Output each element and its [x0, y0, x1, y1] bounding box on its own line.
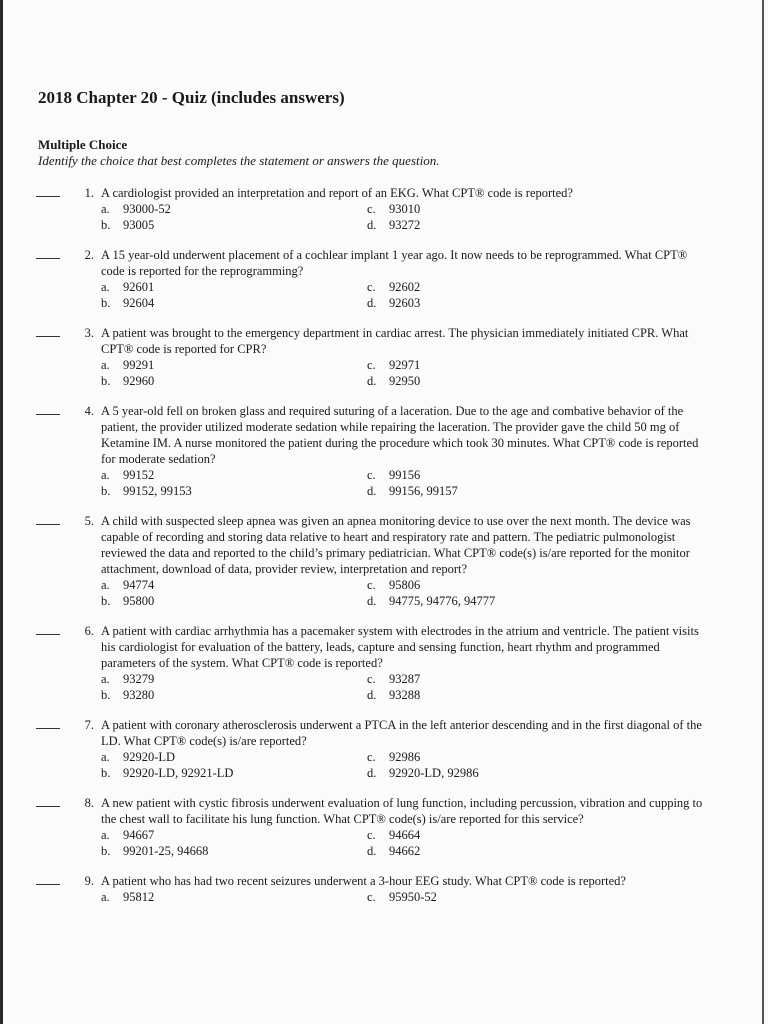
- choice-value: 93288: [389, 688, 421, 702]
- question-item: [0, 247, 768, 311]
- answer-choice: [367, 295, 561, 311]
- question-text: A cardiologist provided an interpretation and report of an EKG. What CPT® code is reported?: [101, 186, 573, 200]
- choice-value: 92986: [389, 750, 421, 764]
- answer-choices: [101, 279, 561, 311]
- choice-value: 94774: [123, 578, 155, 592]
- answer-blank: [36, 634, 60, 635]
- answer-choice: [101, 279, 367, 295]
- answer-choice: [101, 593, 367, 609]
- answer-choice: [367, 483, 561, 499]
- choice-value: 92603: [389, 296, 421, 310]
- choice-value: 99152, 99153: [123, 484, 192, 498]
- choice-value: 92960: [123, 374, 155, 388]
- answer-choice: [101, 889, 367, 905]
- choice-letter: c.: [367, 358, 376, 372]
- answer-blank: [36, 728, 60, 729]
- section-title: Multiple Choice: [38, 137, 128, 152]
- answer-blank: [36, 414, 60, 415]
- answer-choice: [367, 467, 561, 483]
- page-title: 2018 Chapter 20 - Quiz (includes answers): [38, 88, 345, 107]
- choice-value: 92920-LD, 92986: [389, 766, 479, 780]
- answer-choice: [367, 749, 561, 765]
- choice-letter: a.: [101, 578, 110, 592]
- choice-value: 93010: [389, 202, 421, 216]
- choice-value: 95800: [123, 594, 155, 608]
- answer-blank: [36, 336, 60, 337]
- answer-choices: [101, 749, 561, 781]
- choice-letter: c.: [367, 468, 376, 482]
- question-item: [0, 623, 768, 703]
- choice-value: 94667: [123, 828, 155, 842]
- question-number: 9.: [84, 874, 94, 888]
- question-number: 8.: [84, 796, 94, 810]
- choice-value: 94775, 94776, 94777: [389, 594, 496, 608]
- choice-letter: b.: [101, 374, 111, 388]
- question-number: 5.: [84, 514, 94, 528]
- question-text: A patient who has had two recent seizures underwent a 3-hour EEG study. What CPT® code is reported?: [101, 874, 626, 888]
- choice-letter: d.: [367, 296, 377, 310]
- choice-letter: a.: [101, 672, 110, 686]
- answer-choice: [101, 295, 367, 311]
- question-text: A patient with coronary atherosclerosis underwent a PTCA in the left anterior descending and in the first diagonal of the LD. What CPT® code(s) is/are reported?: [101, 718, 702, 748]
- answer-blank: [36, 524, 60, 525]
- question-list: [0, 185, 768, 919]
- choice-letter: c.: [367, 750, 376, 764]
- choice-value: 95812: [123, 890, 155, 904]
- answer-choice: [101, 467, 367, 483]
- answer-choices: [101, 357, 561, 389]
- answer-choices: [101, 577, 561, 609]
- choice-letter: b.: [101, 484, 111, 498]
- question-item: [0, 513, 768, 609]
- choice-letter: b.: [101, 688, 111, 702]
- answer-choice: [367, 217, 561, 233]
- choice-letter: d.: [367, 688, 377, 702]
- choice-value: 92971: [389, 358, 421, 372]
- answer-choices: [101, 201, 561, 233]
- choice-letter: a.: [101, 890, 110, 904]
- choice-value: 93000-52: [123, 202, 171, 216]
- choice-value: 92920-LD: [123, 750, 176, 764]
- choice-value: 95950-52: [389, 890, 437, 904]
- choice-letter: a.: [101, 828, 110, 842]
- choice-letter: b.: [101, 594, 111, 608]
- answer-choice: [367, 201, 561, 217]
- answer-choice: [367, 373, 561, 389]
- choice-letter: b.: [101, 766, 111, 780]
- question-text: A patient was brought to the emergency department in cardiac arrest. The physician immediately initiated CPR. What CPT® code is reported for CPR?: [101, 326, 689, 356]
- question-item: [0, 873, 768, 905]
- answer-choice: [101, 827, 367, 843]
- answer-choice: [367, 671, 561, 687]
- choice-value: 93287: [389, 672, 421, 686]
- question-text: A child with suspected sleep apnea was given an apnea monitoring device to use over the next month. The device was capable of recording and storing data relative to heart and respiratory rate and pattern. The pediatric pulmonologist reviewed the data and reported to the child’s primary pediatrician. What CPT® code(s) is/are reported for the monitor attachment, download of data, provider review, interpretation and report?: [101, 514, 691, 576]
- answer-choice: [367, 577, 561, 593]
- question-number: 4.: [84, 404, 94, 418]
- choice-letter: c.: [367, 202, 376, 216]
- question-item: [0, 325, 768, 389]
- choice-letter: d.: [367, 594, 377, 608]
- choice-value: 99156, 99157: [389, 484, 458, 498]
- choice-letter: a.: [101, 750, 110, 764]
- answer-choice: [367, 765, 561, 781]
- choice-letter: a.: [101, 358, 110, 372]
- answer-blank: [36, 258, 60, 259]
- choice-value: 99291: [123, 358, 155, 372]
- choice-value: 92601: [123, 280, 155, 294]
- choice-value: 92602: [389, 280, 421, 294]
- choice-letter: a.: [101, 280, 110, 294]
- answer-choices: [101, 671, 561, 703]
- choice-value: 93005: [123, 218, 155, 232]
- answer-choice: [101, 765, 367, 781]
- question-number: 3.: [84, 326, 94, 340]
- answer-choice: [101, 483, 367, 499]
- choice-letter: d.: [367, 218, 377, 232]
- choice-letter: c.: [367, 578, 376, 592]
- answer-choice: [101, 749, 367, 765]
- answer-choice: [101, 217, 367, 233]
- choice-letter: d.: [367, 484, 377, 498]
- question-number: 7.: [84, 718, 94, 732]
- answer-choice: [101, 201, 367, 217]
- answer-choice: [101, 687, 367, 703]
- choice-value: 99201-25, 94668: [123, 844, 209, 858]
- answer-choice: [101, 357, 367, 373]
- answer-choices: [101, 467, 561, 499]
- choice-value: 93272: [389, 218, 421, 232]
- choice-value: 94664: [389, 828, 421, 842]
- choice-value: 92950: [389, 374, 421, 388]
- choice-value: 93280: [123, 688, 155, 702]
- choice-value: 94662: [389, 844, 421, 858]
- answer-choice: [367, 687, 561, 703]
- answer-choice: [367, 843, 561, 859]
- choice-value: 92920-LD, 92921-LD: [123, 766, 234, 780]
- choice-value: 93279: [123, 672, 155, 686]
- choice-letter: d.: [367, 374, 377, 388]
- question-item: [0, 795, 768, 859]
- choice-letter: d.: [367, 844, 377, 858]
- choice-letter: c.: [367, 828, 376, 842]
- question-text: A 15 year-old underwent placement of a cochlear implant 1 year ago. It now needs to be reprogrammed. What CPT® code is reported for the reprogramming?: [101, 248, 688, 278]
- answer-choice: [101, 843, 367, 859]
- choice-letter: a.: [101, 468, 110, 482]
- question-text: A new patient with cystic fibrosis underwent evaluation of lung function, including percussion, vibration and cupping to the chest wall to facilitate his lung function. What CPT® code(s) is/are reported for this service?: [101, 796, 703, 826]
- answer-choice: [101, 577, 367, 593]
- answer-choice: [101, 373, 367, 389]
- question-item: [0, 403, 768, 499]
- choice-letter: c.: [367, 280, 376, 294]
- answer-choices: [101, 827, 561, 859]
- answer-choice: [367, 593, 561, 609]
- choice-value: 99152: [123, 468, 155, 482]
- question-text: A patient with cardiac arrhythmia has a pacemaker system with electrodes in the atrium and ventricle. The patient visits his cardiologist for evaluation of the battery, leads, capture and sensing function, heart rhythm and programmed parameters of the system. What CPT® code is reported?: [101, 624, 699, 670]
- choice-letter: a.: [101, 202, 110, 216]
- answer-choices: [101, 889, 561, 905]
- choice-letter: b.: [101, 844, 111, 858]
- question-number: 6.: [84, 624, 94, 638]
- answer-blank: [36, 806, 60, 807]
- answer-blank: [36, 196, 60, 197]
- choice-letter: c.: [367, 672, 376, 686]
- answer-choice: [367, 889, 561, 905]
- question-text: A 5 year-old fell on broken glass and required suturing of a laceration. Due to the age and combative behavior of the patient, the provider utilized moderate sedation while repairing the laceration. The provider gave the child 50 mg of Ketamine IM. A nurse monitored the patient during the procedure which took 30 minutes. What CPT® code is reported for moderate sedation?: [101, 404, 699, 466]
- choice-value: 95806: [389, 578, 421, 592]
- answer-choice: [101, 671, 367, 687]
- answer-choice: [367, 279, 561, 295]
- question-item: [0, 185, 768, 233]
- choice-value: 92604: [123, 296, 155, 310]
- question-number: 1.: [84, 186, 94, 200]
- answer-blank: [36, 884, 60, 885]
- choice-letter: b.: [101, 296, 111, 310]
- question-number: 2.: [84, 248, 94, 262]
- instructions: Identify the choice that best completes the statement or answers the question.: [38, 153, 440, 168]
- choice-letter: b.: [101, 218, 111, 232]
- answer-choice: [367, 357, 561, 373]
- choice-letter: c.: [367, 890, 376, 904]
- choice-value: 99156: [389, 468, 421, 482]
- question-item: [0, 717, 768, 781]
- answer-choice: [367, 827, 561, 843]
- choice-letter: d.: [367, 766, 377, 780]
